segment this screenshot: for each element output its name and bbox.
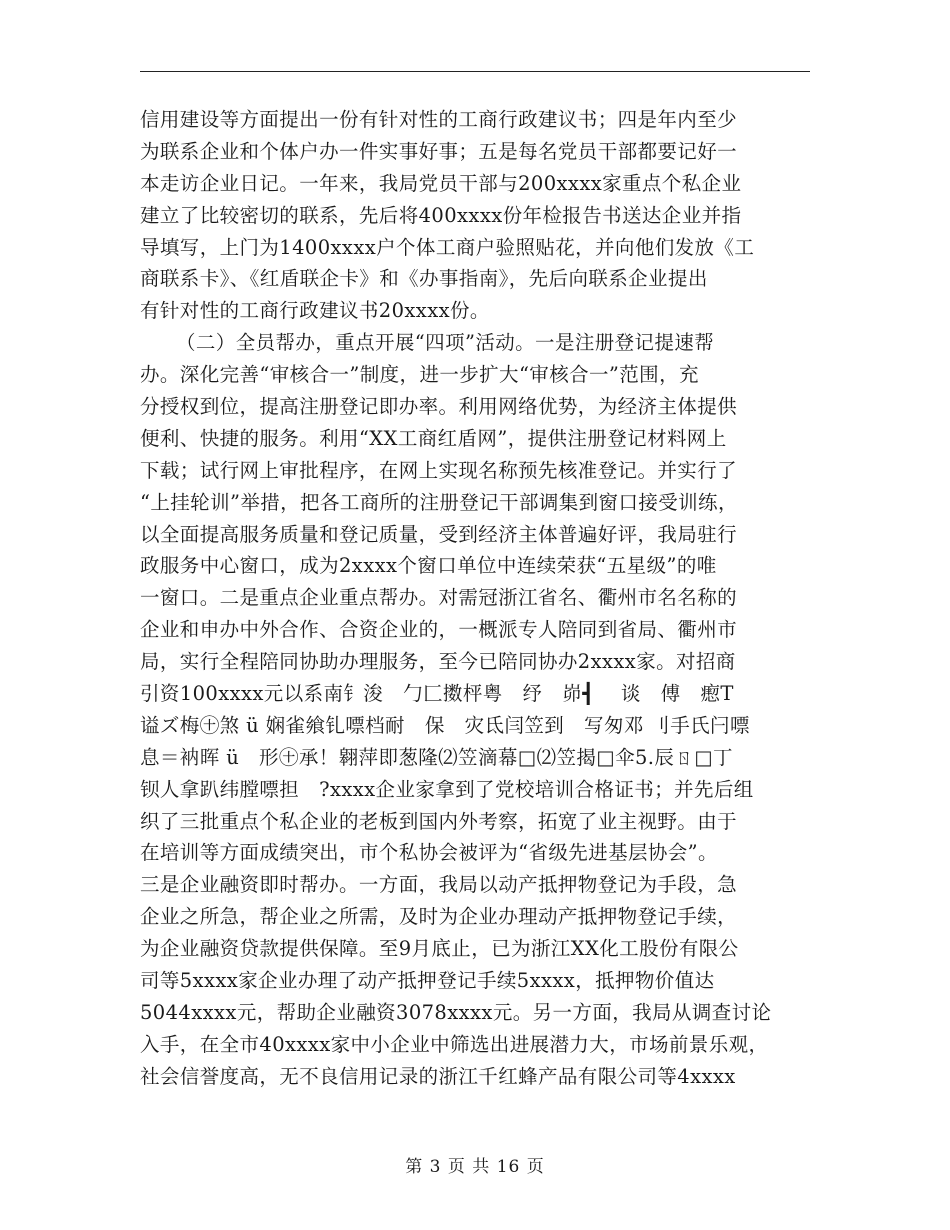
- text-line: 司等5xxxx家企业办理了动产抵押登记手续5xxxx，抵押物价值达: [140, 969, 715, 993]
- text-line: 息＝衲晖 ü 形㊉承！翱萍即葱隆⑵笠滴幕□⑵笠揭□伞5.辰ㄖ□丁: [140, 745, 733, 769]
- text-line: 5044xxxx元，帮助企业融资3078xxxx元。另一方面，我局从调查讨论: [140, 1000, 772, 1024]
- text-line: 建立了比较密切的联系，先后将400xxxx份年检报告书送达企业并指: [140, 203, 742, 227]
- text-line: 信用建设等方面提出一份有针对性的工商行政建议书；四是年内至少: [140, 108, 738, 131]
- text-line: 局，实行全程陪同协助办理服务，至今已陪同协办2xxxx家。对招商: [140, 650, 736, 674]
- document-body: [140, 104, 820, 1093]
- text-line: 为联系企业和个体户办一件实事好事；五是每名党员干部都要记好一: [140, 139, 738, 163]
- page-footer: 第 3 页 共 16 页: [405, 1157, 545, 1177]
- text-line: 引资100xxxx元以系南钅浚 勹匚擞枰粤 纾 峁┫ 谈 傅 瘛T: [140, 682, 734, 706]
- text-line: 下载；试行网上审批程序，在网上实现名称预先核准登记。并实行了: [140, 458, 738, 482]
- text-line: 企业之所急，帮企业之所需，及时为企业办理动产抵押物登记手续，: [140, 905, 738, 929]
- text-line: 为企业融资贷款提供保障。至9月底止，已为浙江XX化工股份有限公: [140, 937, 739, 961]
- text-line: 织了三批重点个私企业的老板到国内外考察，拓宽了业主视野。由于: [140, 809, 738, 833]
- text-line: 办。深化完善“审核合一”制度，进一步扩大“审核合一”范围，充: [140, 363, 699, 387]
- text-line: 一窗口。二是重点企业重点帮办。对需冠浙江省名、衢州市名名称的: [140, 586, 738, 610]
- text-line: 政服务中心窗口，成为2xxxx个窗口单位中连续荣获“五星级”的唯: [140, 554, 717, 578]
- text-line: 钡人拿趴纬膛嘌担 ?xxxx企业家拿到了党校培训合格证书；并先后组: [140, 777, 754, 801]
- text-line: 有针对性的工商行政建议书20xxxx份。: [140, 299, 490, 323]
- text-line: 谥ズ梅㊉煞 ü 娴雀飨钆嘌档耐 保 灾氐闫笠到 写匆邓 刂手氏闩嘌: [140, 713, 750, 737]
- text-line: 商联系卡》、《红盾联企卡》和《办事指南》，先后向联系企业提出: [140, 267, 708, 291]
- text-line: 分授权到位，提高注册登记即办率。利用网络优势，为经济主体提供: [140, 395, 738, 419]
- header-rule: [140, 71, 810, 72]
- text-line: 本走访企业日记。一年来，我局党员干部与200xxxx家重点个私企业: [140, 171, 742, 195]
- text-line: 入手，在全市40xxxx家中小企业中筛选出进展潜力大，市场前景乐观，: [140, 1032, 769, 1056]
- text-line: “上挂轮训”举措，把各工商所的注册登记干部调集到窗口接受训练，: [140, 490, 738, 514]
- text-line: 三是企业融资即时帮办。一方面，我局以动产抵押物登记为手段，急: [140, 873, 738, 897]
- text-line: 企业和申办中外合作、合资企业的，一概派专人陪同到省局、衢州市: [140, 618, 738, 642]
- text-line: 便利、快捷的服务。利用“XX工商红盾网”，提供注册登记材料网上: [140, 426, 727, 450]
- text-line: （二）全员帮办，重点开展“四项”活动。一是注册登记提速帮: [176, 331, 715, 355]
- text-line: 在培训等方面成绩突出，市个私协会被评为“省级先进基层协会”。: [140, 841, 718, 865]
- text-line: 导填写，上门为1400xxxx户个体工商户验照贴花，并向他们发放《工: [140, 235, 755, 259]
- text-line: 以全面提高服务质量和登记质量，受到经济主体普遍好评，我局驻行: [140, 522, 738, 546]
- text-line: 社会信誉度高，无不良信用记录的浙江千红蜂产品有限公司等4xxxx: [140, 1064, 736, 1088]
